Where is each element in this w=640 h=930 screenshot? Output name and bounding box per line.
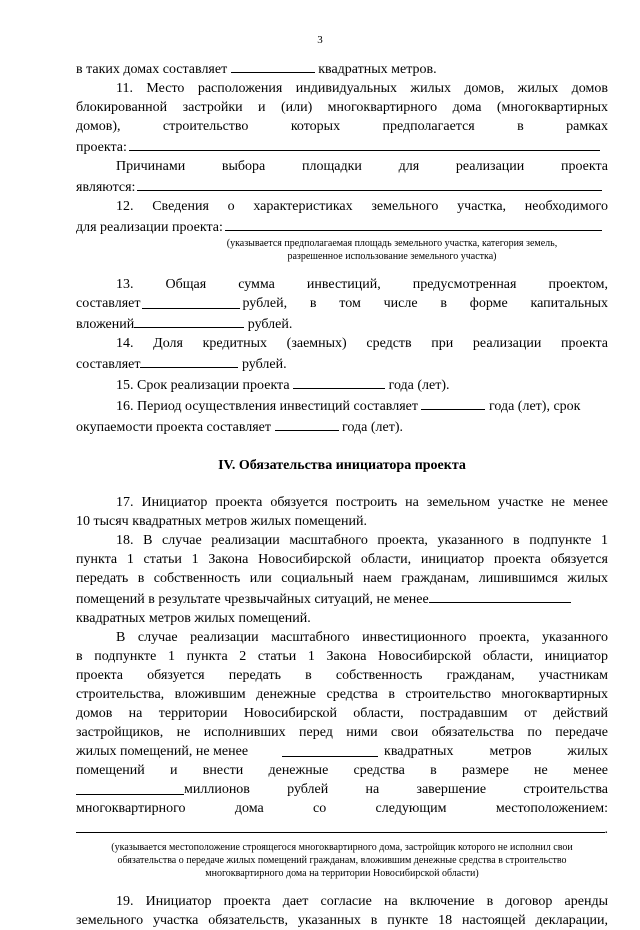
item-11-project-line: проекта:: [76, 136, 608, 157]
item-11-line: домов), строительство которых предполагается в рамках: [76, 119, 608, 134]
blank-field: [429, 588, 571, 603]
blank-field: [142, 294, 240, 309]
item-12-line-2: для реализации проекта:: [76, 216, 608, 237]
item-13-line: 13. Общая сумма инвестиций, предусмотренная проектом,: [116, 277, 608, 292]
blank-field: [225, 216, 602, 231]
document-body: [76, 58, 608, 930]
blank-field: [231, 58, 315, 73]
blank-field: [421, 395, 485, 410]
item-17-line: 17. Инициатор проекта обязуется построить на земельном участке не менее: [116, 495, 608, 510]
case-line: строительства, вложившим денежные средства в строительство многоквартирных: [76, 687, 608, 702]
case-line: в подпункте 1 пункта 2 статьи 1 Закона Новосибирской области, инициатор: [76, 649, 608, 664]
item-14-line: 14. Доля кредитных (заемных) средств при реализации проекта: [116, 336, 608, 351]
blank-field: [282, 742, 378, 757]
case-line: застройщиков, не исполнивших перед ними свои обязательства по передаче: [76, 725, 608, 740]
item-19-line: земельного участка обязательств, указанных в пункте 18 настоящей декларации,: [76, 913, 608, 928]
case-line: помещений и внести денежные средства в размере не менее: [76, 763, 608, 778]
item-12-line: 12. Сведения о характеристиках земельного участка, необходимого: [116, 199, 608, 214]
item-11-line: блокированной застройки и (или) многоквартирного дома (многоквартирных: [76, 100, 608, 115]
paragraph-housing-area-end: в таких домах составляет квадратных метров.: [76, 58, 608, 79]
case-line-9: миллионов рублей на завершение строительства: [76, 780, 608, 799]
case-line: домов на территории Новосибирской области, пострадавшим от действий: [76, 706, 608, 721]
item-18-line-5: квадратных метров жилых помещений.: [76, 611, 311, 626]
item-12-note: (указывается предполагаемая площадь земельного участка, категория земель, разрешенное использование земельного участка): [226, 238, 558, 262]
item-18-line: пункта 1 статьи 1 Закона Новосибирской области, инициатор проекта обязуется: [76, 552, 608, 567]
blank-field: [76, 818, 605, 833]
blank-field: [137, 176, 602, 191]
reasons-line-2: являются:: [76, 176, 608, 197]
case-note: (указывается местоположение строящегося многоквартирного дома, застройщик которого не исполнил свои обязательства о передаче жилых помещений гражданам, вложившим денежные средства в строительство многоквартирного дома на территории Новосибирской области): [111, 842, 573, 879]
blank-field: [275, 416, 339, 431]
item-17-line-2: 10 тысяч квадратных метров жилых помещений.: [76, 514, 367, 529]
item-13-line-3: вложений рублей.: [76, 313, 608, 334]
item-13-line-2: составляет рублей, в том числе в форме капитальных: [76, 296, 608, 311]
item-18-line: передать в собственность или социальный наем гражданам, лишившимся жилых: [76, 571, 608, 586]
page-number: 3: [317, 34, 323, 46]
case-line: В случае реализации масштабного инвестиционного проекта, указанного: [116, 630, 608, 645]
item-15-line: 15. Срок реализации проекта года (лет).: [76, 374, 608, 395]
blank-field: [129, 136, 600, 151]
blank-field: [140, 353, 238, 368]
item-16-line: 16. Период осуществления инвестиций составляет года (лет), срок: [76, 395, 608, 416]
blank-field: [134, 313, 244, 328]
item-19-line: 19. Инициатор проекта дает согласие на включение в договор аренды: [116, 894, 608, 909]
case-location-line: .: [76, 818, 608, 839]
case-line-7: жилых помещений, не менее квадратных метров жилых: [76, 744, 608, 759]
blank-field: [293, 374, 385, 389]
section-heading: IV. Обязательства инициатора проекта: [218, 458, 466, 473]
case-line: проекта обязуется передать в собственность гражданам, участникам: [76, 668, 608, 683]
item-18-line-4: помещений в результате чрезвычайных ситуаций, не менее: [76, 588, 608, 609]
blank-field: [76, 780, 184, 795]
item-11-line: 11. Место расположения индивидуальных жилых домов, жилых домов: [116, 81, 608, 96]
case-line: многоквартирного дома со следующим местоположением:: [76, 801, 608, 816]
item-16-line-2: окупаемости проекта составляет года (лет).: [76, 416, 608, 437]
reasons-line: Причинами выбора площадки для реализации проекта: [116, 159, 608, 174]
item-14-line-2: составляет рублей.: [76, 353, 608, 374]
item-18-line: 18. В случае реализации масштабного проекта, указанного в подпункте 1: [116, 533, 608, 548]
